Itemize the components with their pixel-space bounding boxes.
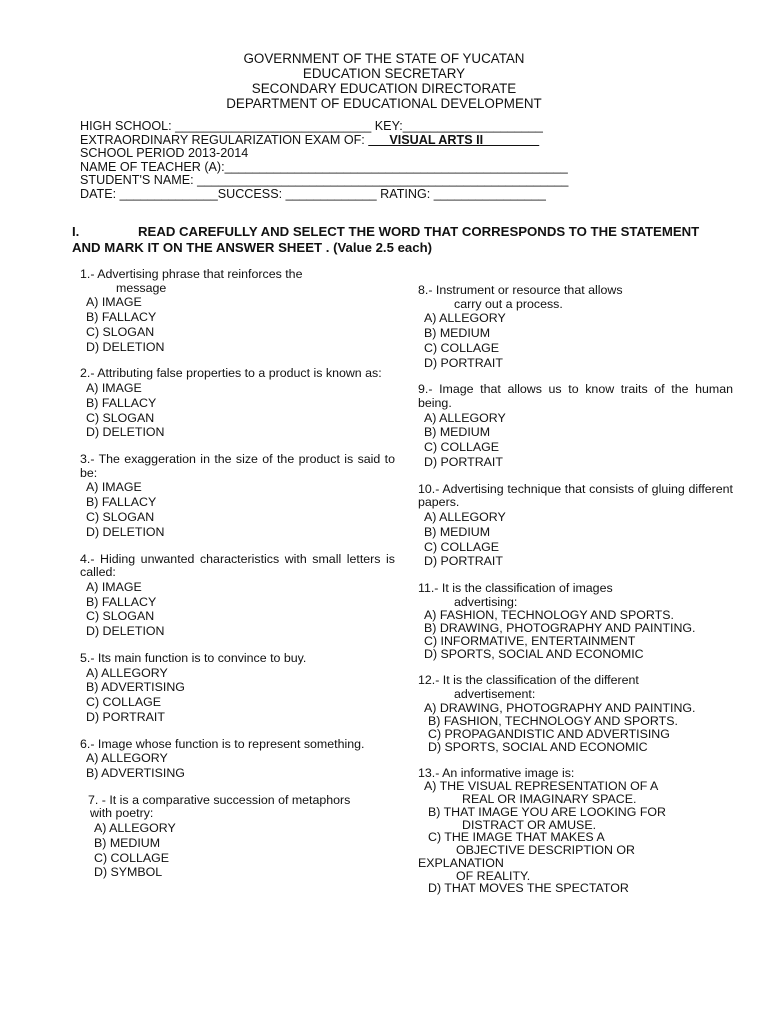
- question-stem: 3.- The exaggeration in the size of the product is said to be:: [80, 452, 395, 480]
- option-b: B) THAT IMAGE YOU ARE LOOKING FOR: [428, 804, 666, 819]
- question-stem: 10.- Advertising technique that consists of gluing different papers.: [418, 481, 733, 510]
- question-stem-cont: message: [116, 280, 167, 295]
- option-c: C) COLLAGE: [94, 850, 170, 865]
- student-field: STUDENT'S NAME: _____________________________________________________: [80, 173, 569, 188]
- question-7: [80, 794, 395, 880]
- option-a: A) IMAGE: [86, 579, 142, 594]
- exam-subject: ___VISUAL ARTS II________: [368, 132, 540, 147]
- questions-right-column: [418, 284, 733, 908]
- option-c: C) SLOGAN: [86, 410, 155, 425]
- question-stem: 4.- Hiding unwanted characteristics with small letters is called:: [80, 551, 395, 580]
- question-stem-cont: carry out a process.: [454, 296, 563, 311]
- question-stem: 1.- Advertising phrase that reinforces the: [80, 267, 303, 281]
- option-c: C) COLLAGE: [424, 539, 500, 554]
- option-d: D) PORTRAIT: [424, 355, 503, 370]
- question-6: [80, 738, 395, 781]
- question-stem: 5.- Its main function is to convince to buy.: [80, 650, 307, 665]
- question-stem: 13.- An informative image is:: [418, 765, 575, 780]
- question-8: [418, 284, 733, 370]
- option-d: D) DELETION: [86, 624, 165, 639]
- option-d: D) DELETION: [86, 524, 165, 539]
- option-c-cont: OF REALITY.: [456, 868, 531, 883]
- option-c: C) INFORMATIVE, ENTERTAINMENT: [424, 634, 636, 649]
- option-c: C) COLLAGE: [424, 440, 500, 455]
- option-c-cont: EXPLANATION: [418, 855, 504, 870]
- question-1: [80, 268, 395, 354]
- option-b: B) ADVERTISING: [86, 766, 185, 781]
- option-a-cont: REAL OR IMAGINARY SPACE.: [462, 792, 637, 807]
- option-c: C) SLOGAN: [86, 509, 155, 524]
- question-2: [80, 367, 395, 440]
- option-b: B) MEDIUM: [94, 835, 161, 850]
- question-stem: 12.- It is the classification of the different: [418, 673, 639, 688]
- option-b: B) MEDIUM: [424, 325, 491, 340]
- option-a: A) ALLEGORY: [424, 311, 506, 326]
- exam-of-field: [80, 134, 568, 148]
- option-a: A) FASHION, TECHNOLOGY AND SPORTS.: [424, 608, 674, 623]
- option-c: C) COLLAGE: [86, 695, 162, 710]
- option-b: B) MEDIUM: [424, 524, 491, 539]
- questions-left-column: [80, 268, 395, 893]
- option-a: A) DRAWING, PHOTOGRAPHY AND PAINTING.: [424, 700, 696, 715]
- question-9: [418, 383, 733, 469]
- question-stem: 6.- Image whose function is to represent something.: [80, 736, 365, 751]
- question-stem-cont: advertisement:: [454, 686, 536, 701]
- question-11: [418, 582, 733, 661]
- option-c: C) THE IMAGE THAT MAKES A: [428, 830, 605, 845]
- question-stem-cont: with poetry:: [90, 806, 154, 821]
- header-line: GOVERNMENT OF THE STATE OF YUCATAN: [243, 51, 525, 66]
- option-b: B) FALLACY: [86, 309, 157, 324]
- question-stem: 11.- It is the classification of images: [418, 581, 613, 596]
- section-instructions: [72, 224, 712, 256]
- option-a: A) ALLEGORY: [94, 821, 176, 836]
- option-b-cont: DISTRACT OR AMUSE.: [462, 817, 597, 832]
- option-d: D) PORTRAIT: [424, 454, 503, 469]
- option-a: A) ALLEGORY: [86, 751, 168, 766]
- exam-prefix: EXTRAORDINARY REGULARIZATION EXAM OF:: [80, 132, 369, 147]
- question-stem-cont: advertising:: [454, 594, 518, 609]
- question-4: [80, 553, 395, 639]
- question-13: [418, 767, 733, 896]
- exam-info-block: [80, 120, 568, 202]
- option-b: B) FALLACY: [86, 395, 157, 410]
- option-a: A) IMAGE: [86, 380, 142, 395]
- school-period: SCHOOL PERIOD 2013-2014: [80, 146, 249, 161]
- option-d: D) SPORTS, SOCIAL AND ECONOMIC: [424, 647, 644, 662]
- section-title: READ CAREFULLY AND SELECT THE WORD THAT CORRESPONDS TO THE STATEMENT AND MARK IT ON THE ANSWER SHEET .: [72, 224, 700, 255]
- header-line: SECONDARY EDUCATION DIRECTORATE: [251, 81, 517, 96]
- option-b: B) ADVERTISING: [86, 680, 185, 695]
- option-c: C) SLOGAN: [86, 609, 155, 624]
- option-a: A) ALLEGORY: [424, 509, 506, 524]
- option-c: C) PROPAGANDISTIC AND ADVERTISING: [428, 726, 670, 741]
- option-b: B) MEDIUM: [424, 425, 491, 440]
- option-c: C) COLLAGE: [424, 340, 500, 355]
- option-d: D) SPORTS, SOCIAL AND ECONOMIC: [428, 739, 648, 754]
- date-success-rating-field: DATE: ______________SUCCESS: _____________ RATING: ________________: [80, 186, 546, 201]
- option-d: D) PORTRAIT: [86, 709, 165, 724]
- option-d: D) PORTRAIT: [424, 554, 503, 569]
- option-a: A) ALLEGORY: [424, 410, 506, 425]
- question-stem: 8.- Instrument or resource that allows: [418, 283, 623, 297]
- header-line: DEPARTMENT OF EDUCATIONAL DEVELOPMENT: [226, 96, 542, 111]
- option-d: D) SYMBOL: [94, 865, 163, 880]
- question-stem: 9.- Image that allows us to know traits of the human being.: [418, 382, 733, 410]
- document-header: [0, 51, 768, 111]
- teacher-field: NAME OF TEACHER (A):_________________________________________________: [80, 159, 568, 174]
- question-stem: 2.- Attributing false properties to a product is known as:: [80, 366, 382, 381]
- option-b: B) FALLACY: [86, 594, 157, 609]
- option-b: B) FALLACY: [86, 495, 157, 510]
- question-12: [418, 674, 733, 753]
- high-school-field: HIGH SCHOOL: ____________________________ KEY:____________________: [80, 119, 543, 133]
- question-3: [80, 453, 395, 539]
- option-d: D) DELETION: [86, 339, 165, 354]
- header-line: EDUCATION SECRETARY: [302, 66, 466, 81]
- option-c-cont: OBJECTIVE DESCRIPTION OR: [456, 843, 635, 858]
- option-b: B) FASHION, TECHNOLOGY AND SPORTS.: [428, 713, 678, 728]
- option-a: A) IMAGE: [86, 295, 142, 310]
- section-number: I.: [72, 224, 80, 239]
- question-stem: 7. - It is a comparative succession of metaphors: [88, 792, 351, 807]
- section-value: (Value 2.5 each): [329, 240, 433, 255]
- option-a: A) ALLEGORY: [86, 665, 168, 680]
- option-d: D) DELETION: [86, 425, 165, 440]
- option-a: A) THE VISUAL REPRESENTATION OF A: [424, 779, 659, 794]
- option-a: A) IMAGE: [86, 480, 142, 495]
- option-d: D) THAT MOVES THE SPECTATOR: [428, 881, 629, 896]
- question-10: [418, 483, 733, 569]
- option-c: C) SLOGAN: [86, 324, 155, 339]
- option-b: B) DRAWING, PHOTOGRAPHY AND PAINTING.: [424, 621, 696, 636]
- question-5: [80, 652, 395, 725]
